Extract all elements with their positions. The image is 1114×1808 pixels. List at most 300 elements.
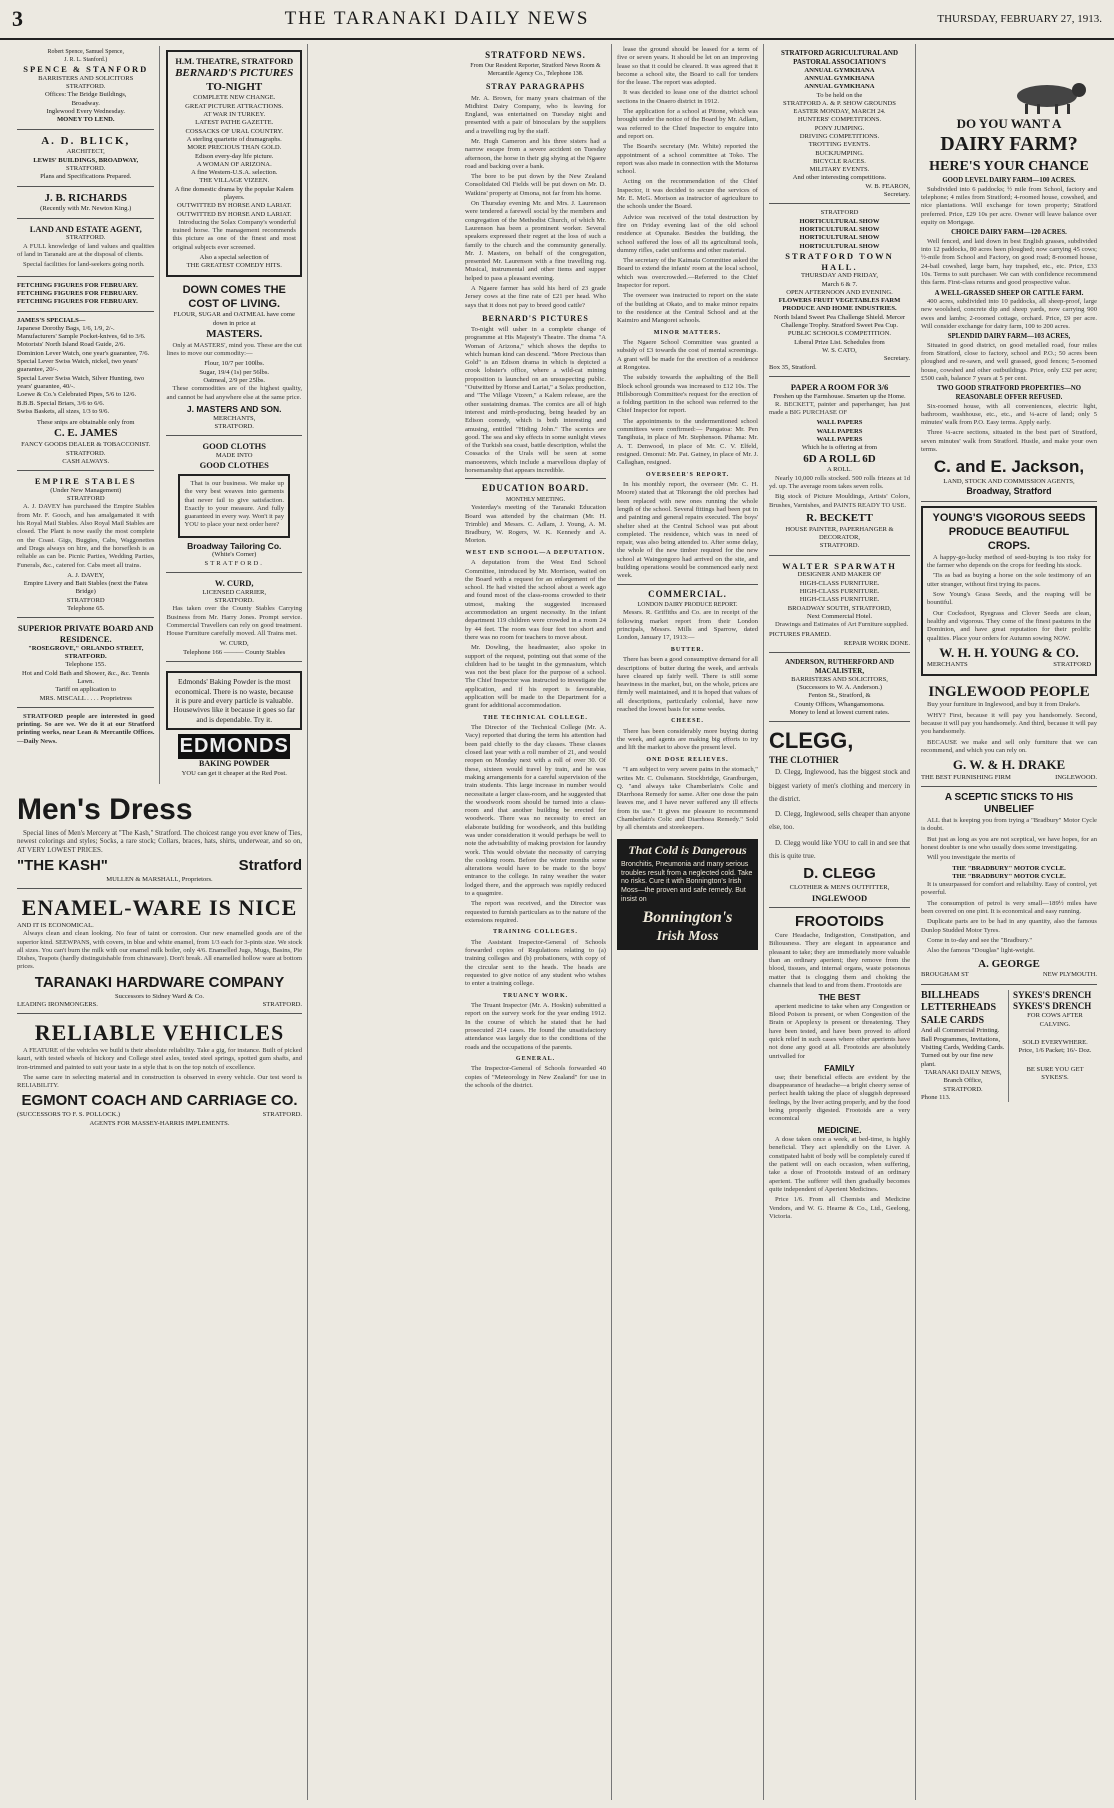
agri-event: BICYCLE RACES.: [813, 157, 866, 165]
news-paragraph: Mr. Hugh Cameron and his three sisters had a narrow escape from a severe accident on Tuesday afternoon, the horse in their gig shying at the Ngaere road and backing over a bank.: [465, 137, 606, 170]
sparwath-repair: REPAIR WORK DONE.: [843, 639, 910, 647]
cow-illustration: [921, 76, 1097, 116]
agri-event: BUCKJUMPING.: [815, 149, 864, 157]
theatre-tonight: TO-NIGHT: [206, 80, 263, 93]
hort-line: HORTICULTURAL SHOW: [799, 217, 880, 225]
bottom-ads: [921, 987, 1097, 1106]
enamel-body: Always clean and clean looking. No fear of taint or corrosion. Our new enamelled goods are of the superior kind. SEEWPANS, with covers, in blue and white enamel, from 1/3 each for 3-pints size. We stock all sizes. You can't burn the milk with our enamel milk boiler, only 4/6. Enamelled Jugs, Mugs, Basins, Pie Dishes, Teapots (hardly distinguishable from chinaware). Don't break. All enamelled hollow ware at bottom prices.: [17, 930, 302, 971]
anderson-role: BARRISTERS AND SOLICITORS,: [791, 675, 888, 683]
hort-place: STRATFORD: [820, 209, 859, 217]
issue-date: THURSDAY, FEBRUARY 27, 1913.: [937, 13, 1102, 25]
edmonds-logo: EDMONDS: [178, 734, 290, 759]
hort-exhibits: FLOWERS FRUIT VEGETABLES FARM PRODUCE AND HOME INDUSTRIES.: [778, 297, 901, 313]
inglewood-foot: [921, 774, 1097, 782]
clegg-name: D. CLEGG: [803, 865, 876, 883]
james-cash: CASH ALWAYS.: [62, 457, 110, 465]
news-paragraph: Advice was received of the total destruction by fire on Friday evening last of the old school residence at Opunake. Besides the building, the school suffered the loss of all its agricultural tools, dummy rifles, cadet uniforms and other material.: [617, 213, 758, 254]
superior-heading: SUPERIOR PRIVATE BOARD AND RESIDENCE.: [18, 623, 154, 645]
kash-name: "THE KASH": [17, 857, 108, 875]
enamel-co: TARANAKI HARDWARE COMPANY: [34, 973, 285, 991]
curd-body: Has taken over the County Stables Carrying Business from Mr. Harry Jones. Prompt service. Commercial Travellers can rely on good treatment. House Furniture carefully moved. All Trains met.: [166, 605, 302, 638]
news-paragraph: There has been considerably more buying during the week, and agents are making big efforts to try and lift the market to above the present level.: [617, 727, 758, 752]
cloths-made: MADE INTO: [215, 451, 253, 459]
empire-tel: Telephone 65.: [67, 605, 105, 613]
stratford-news-heading: STRATFORD NEWS.: [485, 50, 586, 60]
dairy-p4: Situated in good district, on good metalled road, four miles from Stratford, close to factory, school and P.O.; 50 acres been ploughed and re-sawn, and well grassed, good fences; 5-roomed house, cowshed and other outbuildings. Price, only £32 per acre; £500 cash, balance 7 years at 5 per cent.: [921, 341, 1097, 383]
hort-line: HORTICULTURAL SHOW: [799, 225, 880, 233]
down-place: STRATFORD.: [214, 422, 254, 430]
paper-wall: WALL PAPERS: [816, 436, 863, 444]
james-item: Dominion Lever Watch, one year's guarantee, 7/6.: [17, 349, 150, 357]
land-ad: [17, 221, 154, 277]
news-paragraph: Messrs. R. Griffiths and Co. are in receipt of the following market report from their London principals, Messrs. Mills and Sparrow, dated London, January 17, 1913:—: [617, 609, 758, 642]
dairy-addr: Broadway, Stratford: [966, 485, 1052, 496]
hort-ad: [769, 206, 910, 376]
page-number: 3: [12, 6, 23, 31]
paper-sub: Freshen up the Farmhouse. Smarten up the Home.: [773, 392, 906, 400]
blick-plans: Plans and Specifications Prepared.: [40, 173, 132, 181]
superior-ad: [17, 620, 154, 707]
sparwath-hi: HIGH-CLASS FURNITURE.: [799, 579, 880, 587]
news-paragraph: The Board's secretary (Mr. White) reported the appointment of a school committee at Toko. The report was also made in connection with the Moturoa school.: [617, 143, 758, 176]
james-note: These snips are obtainable only from: [36, 419, 135, 427]
theatre-line: A sterling quartette of dramagraphs.: [186, 135, 282, 143]
agri-annual: ANNUAL GYMKHANA: [804, 83, 875, 91]
seeds-merch: MERCHANTS: [927, 661, 968, 669]
inglewood-sub: THE BEST FURNISHING FIRM: [921, 773, 1011, 781]
hort-date: THURSDAY AND FRIDAY,: [800, 272, 878, 280]
education-monthly: MONTHLY MEETING.: [505, 496, 566, 503]
james-item: Special Lever Swiss Watch, Silver Hunting, two years' guarantee, 40/-.: [17, 374, 145, 390]
sceptic-name: A. GEORGE: [978, 957, 1040, 970]
james-trade: FANCY GOODS DEALER & TOBACCONIST.: [21, 441, 151, 449]
edmonds-cheaper: YOU can get it cheaper at the Red Post.: [181, 769, 287, 777]
news-paragraph: The Inspector-General of Schools forwarded 40 copies of "Meteorology in New Zealand" for use in the schools of the district.: [465, 1065, 606, 1090]
reliable-p2: The same care in selecting material and in construction is observed in every vehicle. Our test word is RELIABILITY.: [17, 1073, 302, 1090]
seeds-ad: [921, 506, 1097, 675]
anderson-heading: ANDERSON, RUTHERFORD AND MACALISTER,: [784, 658, 895, 675]
training-heading: TRAINING COLLEGES.: [493, 929, 578, 936]
theatre-line: A WOMAN OF ARIZONA.: [196, 160, 272, 168]
sceptic-p5: The consumption of petrol is very small—189½ miles have been covered on one pint. It is economical and easy running.: [921, 899, 1097, 916]
column-6-ads: [916, 44, 1102, 1800]
empire-ad: [17, 473, 154, 618]
agri-event: MILITARY EVENTS.: [809, 166, 870, 174]
inglewood-place: INGLEWOOD.: [1055, 773, 1097, 781]
news-paragraph: There has been a good consumptive demand for all descriptions of butter during the week, and arrivals have cleared up fairly well. There is still some heaviness in the market, but, on the whole, prices are firmly well maintained, and it is hoped that values of all descriptions, particularly colonial, have now reached the lowest basis for some weeks.: [617, 656, 758, 713]
kash-prop: MULLEN & MARSHALL, Proprietors.: [106, 875, 213, 883]
dairy-p3: 400 acres, subdivided into 10 paddocks, all sheep-proof, large new woolshed, concrete dip and sheep yards, now carrying 900 ewes and lambs; 2-roomed cottage, orchard. Price, £9 per acre. Will consider exchange for dairy farm, 100 to 200 acres.: [921, 298, 1097, 331]
dairy-p2: Well fenced, and laid down in best English grasses, subdivided into 12 paddocks, 80 acres been ploughed; now carrying 45 cows; ½-mile from School and Factory, on good road; 8-roomed house, 24-bail cowshed, large barn, hay trapshed, etc., etc. Price, £33 10s. Terms to suit purchaser. We can with confidence recommend this farm. First-class returns and good prospective value.: [921, 237, 1097, 287]
news-paragraph: "I am subject to very severe pains in the stomach," writes Mr. C. Oulsmann. Stockbridge, Graniburgen, Q. "and always take Chamberlain's Colic and Diarrhoea Remedy for same. After one dose the pain leaves me, and I have never suffered any ill effects from its use." It gives me pleasure to recommend Chamberlain's Colic and Diarrhoea Remedy." Sold by all chemists and storekeepers.: [617, 766, 758, 832]
news-paragraph: Mr. A. Brown, for many years chairman of the Midhirst Dairy Company, who is leaving for England, was entertained on Tuesday night and presented with a pair of binoculars by the suppliers and a travelling rug by the staff.: [465, 94, 606, 135]
agri-when: EASTER MONDAY, MARCH 24.: [793, 108, 886, 116]
sceptic-p2: But just as long as you are not sceptical, we have hopes, for an honest doubter is one who usually does some investigating.: [921, 835, 1097, 851]
james-ad: [17, 314, 154, 472]
bonnington-brand2: Irish Moss: [656, 928, 719, 944]
cloths-sub: (White's Corner): [212, 551, 257, 559]
kash-place: Stratford: [238, 857, 302, 875]
empire-heading: EMPIRE STABLES: [34, 476, 137, 487]
paper-stock: Big stock of Picture Mouldings, Artists' Colors, Brushes, Varnishes, and PAINTS READY TO USE.: [769, 493, 910, 509]
paper-name: R. BECKETT: [806, 511, 873, 524]
theatre-ad: [166, 50, 302, 277]
mens-body: Special lines of Men's Mercery at "The Kash," Stratford. The choicest range you ever knew of Ties, newest colorings and styles; Socks, a rare stock; Collars, braces, hats, shirts, underwear, and so on, AT VERY LOWEST PRICES.: [17, 828, 302, 855]
sceptic-p4: It is unsurpassed for comfort and reliability. Easy of control, yet powerful.: [921, 881, 1097, 897]
agri-sign: W. B. FEARON,: [865, 182, 910, 190]
column-1: [12, 44, 308, 1800]
sparwath-addr: BROADWAY SOUTH, STRATFORD,: [787, 604, 892, 612]
sceptic-foot: [921, 971, 1097, 979]
down-heading: DOWN COMES THE COST OF LIVING.: [182, 283, 286, 310]
frootoids-family: FAMILY: [824, 1062, 855, 1073]
sykes-sub: FOR COWS AFTER CALVING.: [1027, 1012, 1083, 1028]
newspaper-title: THE TARANAKI DAILY NEWS: [284, 8, 590, 29]
sparwath-heading: WALTER SPARWATH: [782, 560, 897, 571]
dairy-p1: Subdivided into 6 paddocks; ½ mile from School, factory and telephone; 4 miles from Stratford; 4-roomed house, cowshed, and nice plantations. Will exchange for town property; Stratford preferred. Price, £29 10s per acre. Owner will leave balance over equity on Mortgage.: [921, 185, 1097, 226]
dairy-farm-ad: [921, 46, 1097, 502]
curd-sign: W. CURD,: [219, 640, 249, 648]
land-p1: A FULL knowledge of land values and qualities of land in Taranaki are at the disposal of clients.: [17, 242, 155, 259]
superior-prop: MRS. MISCALL . . . . Proprietress: [39, 694, 132, 702]
dairy-p6: Three ¼-acre sections, situated in the best part of Stratford, seven minutes' walk from Stratford. Hustle, and make your own terms.: [921, 429, 1097, 453]
anderson-place2: County Offices, Whangamomona.: [794, 700, 885, 708]
news-paragraph: The Truant Inspector (Mr. A. Hoskin) submitted a report on the survey work for the year ending 1912. In the course of which he stated that he had prosecuted 214 cases. He found the unsatisfactory attendance was largely due to the conditions of the roads and the occupations of the parents.: [465, 1002, 606, 1051]
reliable-foot: [17, 1111, 302, 1119]
sceptic-p3: Will you investigate the merits of: [927, 854, 1016, 862]
enamel-ad: [17, 891, 302, 1014]
sparwath-next: Next Commercial Hotel.: [806, 612, 872, 620]
cloths-place: STRATFORD.: [204, 559, 264, 567]
billheads-place: STRATFORD.: [943, 1085, 983, 1093]
james-place: STRATFORD.: [66, 449, 106, 457]
theatre-line: MORE PRECIOUS THAN GOLD.: [187, 144, 282, 152]
fetching-line: FETCHING FIGURES FOR FEBRUARY.: [17, 281, 138, 289]
superior-addr: "ROSEGROVE," ORLANDO STREET, STRATFORD.: [28, 644, 144, 661]
clegg-trade: CLOTHIER & MEN'S OUTFITTER,: [789, 884, 890, 892]
dairy-two: TWO GOOD STRATFORD PROPERTIES—NO REASONABLE OFFER REFUSED.: [936, 385, 1082, 401]
billheads-branch: Branch Office,: [943, 1077, 983, 1085]
anderson-place: Fenton St., Stratford, &: [808, 692, 871, 700]
deputation-heading: WEST END SCHOOL—A DEPUTATION.: [465, 549, 606, 556]
blick-addr: LEWIS' BUILDINGS, BROADWAY,: [33, 156, 139, 164]
frootoids-best: THE BEST: [818, 992, 861, 1003]
sparwath-ad: [769, 558, 910, 653]
paper-body: Nearly 10,000 rolls stocked. 500 rolls friezes at 1d yd. up. The average room takes seven rolls.: [769, 474, 910, 491]
theatre-change: COMPLETE NEW CHANGE.: [193, 94, 276, 102]
column-5-ads: [764, 44, 916, 1800]
reliable-agents: AGENTS FOR MASSEY-HARRIS IMPLEMENTS.: [89, 1119, 230, 1127]
col1-upper: [17, 46, 302, 784]
news-paragraph: A deputation from the West End School Committee, introduced by Mr. Morrison, waited on the Board with a request for an enlargement of the school. He had visited the school about a week ago and found most of the class-rooms crowded to their utmost, making the suggested increased accommodation an urgent necessity. In the infant department 119 children were crowded in a room 24 by 44 feet. The room was four feet too short and there was no room for teachers to move about.: [465, 559, 606, 641]
news-paragraph: It was decided to lease one of the district school sections in the Onaero district in 1912.: [617, 89, 758, 105]
inglewood-ad: [921, 680, 1097, 787]
theatre-line: THE VILLAGE VIZEEN.: [199, 177, 270, 185]
agri-held: To be held on the: [816, 91, 863, 99]
anderson-money: Money to lend at lowest current rates.: [789, 708, 890, 716]
paper-place: STRATFORD.: [819, 542, 860, 550]
sykes-line: SYKES'S DRENCH: [1013, 989, 1092, 1000]
clegg-p1: D. Clegg, Inglewood, has the biggest stock and biggest variety of men's clothing and mercery in the district.: [769, 768, 910, 803]
dairy-splendid: SPLENDID DAIRY FARM—103 ACRES,: [947, 333, 1071, 341]
seeds-foot: [927, 661, 1091, 669]
anderson-succ: (Successors to W. A. Anderson.): [796, 684, 883, 691]
james-specials: JAMES'S SPECIALS—: [17, 316, 86, 324]
theatre-line: AT WAR IN TURKEY.: [203, 111, 266, 119]
cloths-h2: GOOD CLOTHES: [199, 460, 269, 471]
pictures-heading: BERNARD'S PICTURES: [482, 313, 589, 323]
land-p2: Special facilities for land-seekers going north.: [23, 261, 145, 269]
james-item: Loewe & Co.'s Celebrated Pipes, 5/6 to 12/6.: [17, 391, 137, 399]
sykes-line: SYKES'S DRENCH: [1013, 1001, 1092, 1011]
clegg-place: INGLEWOOD: [811, 892, 868, 903]
seeds-firm: W. H. H. YOUNG & CO.: [939, 644, 1079, 660]
kash-row: [17, 857, 302, 876]
dairy-good: GOOD LEVEL DAIRY FARM—100 ACRES.: [942, 177, 1076, 185]
theatre-line: GREAT PICTURE ATTRACTIONS.: [185, 102, 284, 110]
theatre-line: LATEST PATHE GAZETTE.: [195, 119, 274, 127]
news-paragraph: The Assistant Inspector-General of Schools forwarded copies of Regulations relating to (a) training colleges and (b) probationers, with copy of the circular sent to the heads. The heads are requested to give notice of any student who wishes to enter a training college.: [465, 938, 606, 988]
agri-sec: Secretary.: [883, 191, 910, 199]
cow-icon: [997, 76, 1097, 116]
hort-line: HORTICULTURAL SHOW: [799, 242, 880, 250]
dairy-firm: C. and E. Jackson,: [933, 457, 1085, 477]
inglewood-p3: BECAUSE we make and sell only furniture that we can recommend, and which you can rely on.: [921, 738, 1097, 754]
sykes-ad: [1013, 990, 1097, 1102]
paper-ad: [769, 379, 910, 556]
hort-liberal: Liberal Prize List. Schedules from: [794, 338, 885, 346]
news-paragraph: The secretary of the Kaimata Committee asked the Board to extend the infants' room at the local school, which was overcrowded.—Referred to the Chief Inspector for report.: [617, 257, 758, 290]
enamel-leading: LEADING IRONMONGERS.: [17, 1000, 98, 1008]
spence-ad: [17, 46, 154, 130]
sparwath-sub: DESIGNER AND MAKER OF: [797, 571, 882, 579]
mens-dress-ad: [17, 788, 302, 889]
edmonds-logo-sub: BAKING POWDER: [199, 759, 270, 769]
james-item: Japanese Dorothy Bags, 1/6, 1/9, 2/-.: [17, 324, 115, 332]
blick-place: STRATFORD.: [66, 165, 106, 173]
paper-offer: Which he is offering at from: [801, 444, 878, 452]
down-merch: MERCHANTS,: [213, 414, 256, 422]
theatre-line: A fine Western-U.S.A. selection.: [191, 169, 278, 177]
frootoids-p2: aperient medicine to take when any Congestion or Blood Poison is present, or when Congestion of the Brain or Apoplexy is present or threatening. They have been tested, and have been proved to afford quick relief in such cases where other aperients have not done any good at all. Frootoids are absolutely unrivalled for: [769, 1002, 910, 1060]
down-price: Sugar, 19/4 (1s) per 56lbs.: [199, 368, 270, 376]
frootoids-p4: A dose taken once a week, at bed-time, is highly beneficial. They act splendidly on the Liver. A constipated habit of body will be completely cured if the patient will on each occasion, when suffering, take a dose of Frootoids instead of an ordinary aperient. The sufferer will then gradually becomes quite independent of Aperient Medicines.: [769, 1136, 910, 1193]
overseer-heading: OVERSEER'S REPORT.: [645, 471, 730, 478]
paper-wall: WALL PAPERS: [816, 427, 863, 435]
butter-heading: BUTTER.: [670, 646, 705, 653]
paper-price: 6D A ROLL 6D: [803, 452, 876, 465]
enamel-place: STRATFORD.: [262, 1000, 302, 1008]
hort-cato: W. S. CATO,: [822, 346, 857, 354]
news-paragraph: The appointments to the undermentioned school committees were confirmed:— Pungatoa: Mr. Pen Tangihuia, in place of Mr. Stephenson. Pihama: Mr. A. T. Denwood, in place of Mr. C. V. Elfeld, resigned. Omonui: Mr. Pat. Gatney, in place of Mr. J. Callaghan, resigned.: [617, 417, 758, 467]
cloths-h1: GOOD CLOTHS: [202, 441, 266, 452]
bonnington-ad: [617, 839, 758, 950]
enamel-heading: ENAMEL-WARE IS NICE: [21, 895, 298, 921]
agri-other: And other interesting competitions.: [792, 174, 887, 182]
agri-event: PONY JUMPING.: [814, 124, 865, 132]
stratford-people-ad: [17, 710, 154, 752]
down-ad: [166, 281, 302, 437]
dairy-report-heading: LONDON DAIRY PRODUCE REPORT.: [637, 601, 738, 608]
superior-bath: Hot and Cold Bath and Shower, &c., &c. Tennis Lawn.: [22, 669, 150, 685]
seeds-p4: Our Cocksfoot, Ryegrass and Clover Seeds are clean, healthy and vigorous. They come of the finest pastures in the Dominion, and have great reputation for their prolific qualities. Place your orders for Autumn sowing NOW.: [927, 609, 1091, 642]
sceptic-ad: [921, 789, 1097, 985]
seeds-p3: Sow Young's Grass Seeds, and the reaping will be bountiful.: [927, 591, 1091, 607]
blick-name: A. D. BLICK,: [41, 134, 131, 147]
bonnington-body: Bronchitis, Pneumonia and many serious troubles result from a neglected cold. Take no risks. Cure it with Bonnington's Irish Moss—the proven and safe remedy. But insist on: [621, 860, 753, 904]
news-paragraph: A Ngaere farmer has sold his herd of 23 grade Jersey cows at the fine rate of £21 per head. Who says that it does not pay to breed good cattle?: [465, 285, 606, 309]
cloths-ad: [166, 438, 302, 573]
clegg-p3: D. Clegg would like YOU to call in and see that this is quite true.: [769, 838, 910, 861]
frootoids-ad: [769, 910, 910, 1227]
theatre-line: A fine domestic drama by the popular Kalem players.: [174, 185, 294, 201]
curd-place: STRATFORD.: [214, 596, 254, 604]
truancy-heading: TRUANCY WORK.: [502, 992, 569, 999]
reliable-place: STRATFORD.: [262, 1111, 302, 1119]
land-heading: LAND AND ESTATE AGENT,: [29, 223, 142, 234]
james-item: Swiss Baskets, all sizes, 1/3 to 9/6.: [17, 407, 110, 415]
richards-name: J. B. RICHARDS: [44, 191, 127, 204]
reliable-co: EGMONT COACH AND CARRIAGE CO.: [21, 1092, 298, 1110]
dairy-h3: HERE'S YOUR CHANCE: [929, 158, 1089, 174]
paper-heading: PAPER A ROOM FOR 3/6: [790, 381, 889, 392]
stratford-news-from: From Our Resident Reporter, Stratford News Room & Mercantile Agency Co., Telephone 138.: [470, 63, 601, 77]
theatre-name: BERNARD'S PICTURES: [175, 66, 294, 79]
fetching-line: FETCHING FIGURES FOR FEBRUARY.: [17, 289, 138, 297]
dairy-role: LAND, STOCK AND COMMISSION AGENTS,: [943, 477, 1075, 485]
theatre-line: Edison every-day life picture.: [195, 152, 274, 160]
empire-place: STRATFORD: [66, 495, 105, 503]
edmonds-ad: [166, 664, 302, 782]
blick-role: ARCHITECT,: [66, 148, 105, 156]
spence-firm: SPENCE & STANFORD: [23, 64, 149, 75]
clegg-sub: THE CLOTHIER: [769, 754, 839, 765]
reliable-body: A FEATURE of the vehicles we build is their absolute reliability. Take a gig, for instance. Built of picked kauri, with tested wheels of hickory and College steel axles, tested steel springs, spotted gum shafts, and iron-trimmed and painted to suit your taste in a style that is on the top notch of excellence.: [17, 1046, 302, 1071]
agri-event: DRIVING COMPETITIONS.: [799, 133, 880, 140]
dairy-choice: CHOICE DAIRY FARM—120 ACRES.: [951, 229, 1067, 237]
curd-role: LICENSED CARRIER,: [202, 588, 267, 596]
sceptic-m2: THE "BRADBURY" MOTOR CYCLE.: [952, 872, 1066, 880]
seeds-h2: PRODUCE BEAUTIFUL CROPS.: [948, 526, 1070, 553]
billheads-sub: And all Commercial Printing.: [921, 1027, 1000, 1035]
cloths-co: Broadway Tailoring Co.: [187, 540, 282, 551]
richards-sub: (Recently with Mr. Newton King.): [40, 205, 132, 213]
frootoids-p1: Cure Headache, Indigestion, Constipation, and Biliousness. They are elegant in appearance and pleasant to take; they are immediately more valuable than an ordinary aperient; they remove from the blood, tissues, and internal organs, waste poisonous matter that is clogging them and choking the channels that lead to and from them. Frootoids are: [769, 932, 910, 989]
spence-money: MONEY TO LEND.: [56, 116, 115, 124]
minor-heading: MINOR MATTERS.: [653, 329, 722, 336]
news-paragraph: lease the ground should be leased for a term of five or seven years. It should be let on an improving lease so that it could be cleared. It was agreed that it become a school site, the Board to call for tenders for the lease. The report was adopted.: [617, 46, 758, 87]
superior-tariff: Tariff on application to: [55, 686, 117, 694]
empire-body: A. J. DAVEY has purchased the Empire Stables from Mr. F. Gooch, and has amalgamated it with his Royal Mail Stables. Also Royal Mail Stables are closed. The Plant is now easily the most complete on the Coast. Gigs, Buggies, Cabs, Waggonettes and Drags always on hire, and the horseflesh is as reliable as can be. Picnic Parties, Wedding Parties, Funerals, &c., catered for. Cabs meet all trains.: [17, 503, 155, 569]
sparwath-hi: HIGH-CLASS FURNITURE.: [799, 596, 880, 604]
hort-date2: March 6 & 7.: [821, 280, 858, 288]
sceptic-p7: Come in to-day and see the "Bradbury.": [927, 936, 1033, 944]
theatre-body: Introducing the Solax Company's wonderful trained horse. The management recommends this picture as one of the finest and most original subjects ever screened.: [172, 218, 296, 251]
anderson-ad: [769, 655, 910, 722]
reliable-ad: [17, 1016, 302, 1132]
james-item: Special Lever Swiss Watch, nickel, two years' guarantee, 20/-.: [17, 358, 139, 374]
curd-tel: Telephone 166 ——— County Stables: [183, 648, 286, 656]
billheads-tel: Phone 113.: [921, 1093, 951, 1101]
james-name: C. E. JAMES: [53, 427, 118, 440]
agri-heading: STRATFORD AGRICULTURAL AND PASTORAL ASSOCIATION'S: [780, 49, 899, 66]
agri-ad: [769, 46, 910, 204]
frootoids-p3: use; their beneficial effects are evident by the disappearance of headache—a bright cheery sense of perfect health taking the place of sluggish depressed feelings, by the liver acting properly, and by the food being properly digested. Frootoids are a very economical: [769, 1073, 910, 1123]
col1-left-ads: [17, 46, 160, 784]
theatre-line: COSSACKS OF URAL COUNTRY.: [185, 127, 283, 135]
sceptic-heading: A SCEPTIC STICKS TO HIS UNBELIEF: [944, 791, 1074, 816]
news-paragraph: The application for a school at Pitone, which was brought under the notice of the Board by Mr. Adlam, was referred to the Chief Inspector to enquire into and report on.: [617, 108, 758, 140]
reliable-succ: (SUCCESSORS TO F. S. POLLOCK.): [17, 1111, 121, 1119]
bonnington-heading: That Cold is Dangerous: [628, 842, 747, 857]
down-more: These commodities are of the highest quality, and cannot be had anywhere else at the same price.: [166, 385, 302, 401]
empire-sign2: Empire Livery and Bait Stables (next the Fatea Bridge): [23, 580, 148, 596]
column-education-commercial: [612, 44, 764, 1800]
stray-paragraphs-heading: STRAY PARAGRAPHS: [485, 82, 586, 92]
frootoids-heading: FROOTOIDS: [795, 913, 884, 931]
stratford-people-text: STRATFORD people are interested in good printing. So are we. We do it at our Stratford printing works, near Lean & Mercantile Offices.—Daily News.: [17, 712, 155, 745]
sparwath-frames: PICTURES FRAMED.: [769, 631, 831, 639]
sceptic-m1: THE "BRADBURY" MOTOR CYCLE.: [952, 864, 1066, 872]
down-masters: MASTERS.: [206, 327, 263, 340]
frootoids-price: Price 1/6. From all Chemists and Medicine Vendors, and W. G. Hearne & Co., Ltd., Geelong, Victoria.: [769, 1196, 910, 1220]
bonnington-brand: Bonnington's: [642, 908, 733, 926]
news-paragraph: The overseer was instructed to report on the state of the building at Okato, and to make minor repairs to the residence at the Central School and at the Kaimiro and Mangorei schools.: [617, 292, 758, 325]
reliable-heading: RELIABLE VEHICLES: [34, 1020, 285, 1046]
inglewood-p2: WHY? First, because it will pay you handsomely. Second, because it will pay you handsomely. And third, because it will pay you handsomely.: [921, 711, 1097, 736]
news-paragraph: The Ngaere School Committee was granted a subsidy of £3 towards the cost of mental screenings. A grant will be made for the erection of a residence at Rongotea.: [617, 339, 758, 371]
curd-ad: [166, 575, 302, 662]
agri-where: STRATFORD A. & P. SHOW GROUNDS: [783, 99, 896, 107]
news-paragraph: On Thursday evening Mr. and Mrs. J. Laurenson were tendered a farewell social by the members and congregation of the Methodist Church, of which Mr. Laurenson has been a prominent worker. Several speakers expressed their regret at the loss of such a family to the church and the community generally. Mr. J. Masters, on behalf of the congregation, presented Mr. Laurenson with a fine travelling rug. Musical, instrumental and other items and supper helped to pass a pleasant evening.: [465, 200, 606, 282]
sykes-price: Price, 1/6 Packet; 16/- Doz.: [1018, 1047, 1092, 1055]
spence-offices2: Broadway.: [71, 99, 100, 107]
blick-ad: [17, 132, 154, 187]
paper-a-roll: A ROLL.: [827, 466, 852, 474]
sparwath-hi: HIGH-CLASS FURNITURE.: [799, 588, 880, 595]
billheads-line: BILLHEADS: [921, 989, 980, 1001]
masthead: [0, 0, 1114, 40]
billheads-paper: TARANAKI DAILY NEWS,: [924, 1068, 1002, 1076]
enamel-foot: [17, 1001, 302, 1009]
theatre-line: OUTWITTED BY HORSE AND LARIAT.: [177, 202, 292, 210]
sceptic-p6: Duplicate parts are to be had in any quantity, also the famous Dunlop Studded Motor Tyres.: [921, 918, 1097, 934]
theatre-comedy: THE GREATEST COMEDY HITS.: [186, 262, 282, 270]
james-item: B.B.B. Special Briars, 3/6 to 6/6.: [17, 399, 105, 407]
spence-role: BARRISTERS AND SOLICITORS: [38, 74, 134, 82]
technical-heading: THE TECHNICAL COLLEGE.: [483, 714, 588, 721]
clegg-heading: CLEGG,: [769, 728, 854, 754]
news-paragraph: The Director of the Technical College (Mr. A. Vacy) reported that during the term his attention had been paid chiefly to the day classes. These classes closed last year with a roll number of 21, and would reopen on Monday next with a roll of over 30. Of these, sixteen would travel by train, and he was making arrangements for a careful supervision of the train students. This large increase in number would necessitate a larger class-room, and he suggested that the woodwork room should be turned into a class-room and that another building be erected for woodwork. There was no necessity to erect an elaborate building for woodwork, and this building was under consideration it would perhaps be well to note the advisability of making provision for laundry work. This would obviate the necessity of carrying the cooking room. Before the winter months some alterations would have to be made to the boys' entrance to the college. In rainy weather the water lodged there, and the approach was rapidly reduced to a quagmire.: [465, 724, 606, 898]
billheads-line: SALE CARDS: [921, 1014, 985, 1026]
inglewood-heading: INGLEWOOD PEOPLE: [928, 683, 1090, 700]
inglewood-p1: Buy your furniture in Inglewood, and buy it from Drake's.: [927, 701, 1081, 709]
paper-trade: HOUSE PAINTER, PAPERHANGER & DECORATOR,: [785, 525, 894, 542]
down-line: FLOUR, SUGAR and OATMEAL have come down in price at: [173, 311, 295, 327]
spence-line1: Robert Spence, Samuel Spence,: [47, 49, 124, 55]
spence-offices: Offices: The Bridge Buildings,: [45, 91, 127, 99]
sceptic-p1: ALL that is keeping you from trying a "Bradbury" Motor Cycle is doubt.: [921, 817, 1097, 833]
land-place: STRATFORD.: [66, 234, 106, 242]
mens-heading: Men's Dress: [17, 792, 193, 826]
seeds-p1: A happy-go-lucky method of seed-buying is too risky for the farmer who depends on the crops for feeding his stock.: [927, 553, 1091, 570]
clegg-ad: [769, 724, 910, 908]
inglewood-firm: G. W. & H. DRAKE: [952, 757, 1066, 773]
news-paragraph: In his monthly report, the overseer (Mr. C. H. Moore) stated that at Tikorangi the old porches had been replaced with new ones running the whole length of the school. Several fittings had been put in and painting and general repairs executed. The boys' shelter shed at the Central School was put about completed. The residence, which was in need of repair, was also being attended to. After some delay, the whole of the new timber required for the new school at Waingongoro had arrived on the site, and building operations would be commenced early next week.: [617, 481, 758, 580]
empire-sub: (Under New Management): [50, 486, 122, 494]
fetching-line: FETCHING FIGURES FOR FEBRUARY.: [17, 298, 138, 306]
sparwath-draw: Drawings and Estimates of Art Furniture supplied.: [775, 621, 909, 629]
